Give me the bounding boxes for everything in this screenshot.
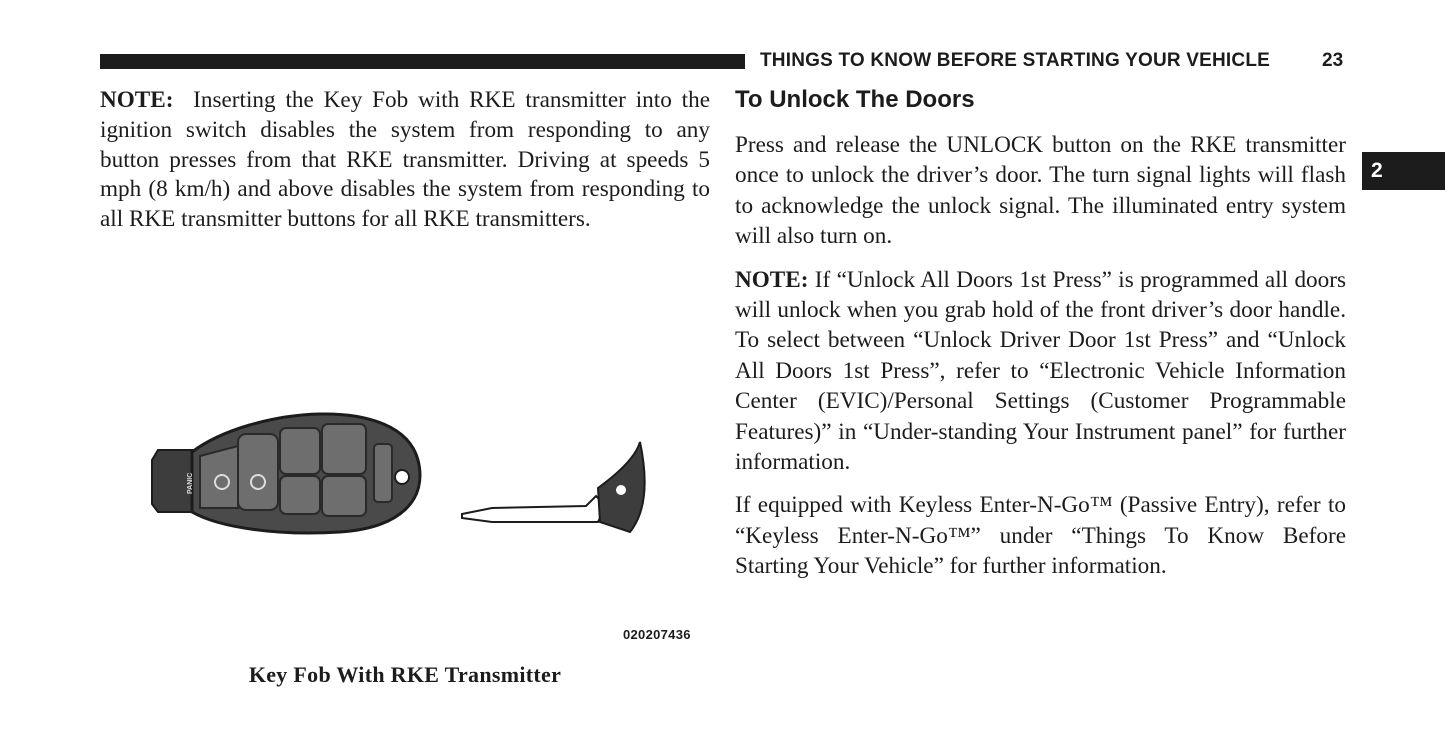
figure-caption: Key Fob With RKE Transmitter: [248, 662, 562, 687]
fob-button-top-1: [280, 428, 320, 474]
header-rule: [100, 54, 745, 69]
chapter-number: 2: [1371, 159, 1383, 182]
note-text: If “Unlock All Doors 1st Press” is programmed all doors will unlock when you grab hold of the front driver’s door handle. To select between “Unlock Driver Door 1st Press” and “Unlock All Doors 1st Press”, refer to “Electronic Vehicle Information Center (EVIC)/Personal Settings (Customer Programmable Features)” in “Under-standing Your Instrument panel” for further information.: [735, 266, 1346, 476]
figure-image-id: 020207436: [623, 627, 691, 642]
remote-start-button: [374, 444, 392, 502]
emergency-key-blade: [462, 496, 606, 522]
right-column: [735, 84, 1346, 595]
note-text: Inserting the Key Fob with RKE transmitter into the ignition switch disables the system from responding to any button presses from that RKE transmitter. Driving at speeds 5 mph (8 km/h) and above disables the system from responding to all RKE transmitter buttons for all RKE transmitters.: [100, 87, 710, 233]
chapter-tab: [1362, 152, 1445, 190]
running-header-title: THINGS TO KNOW BEFORE STARTING YOUR VEHICLE: [760, 50, 1271, 71]
unlock-note: [735, 265, 1346, 478]
panic-label: PANIC: [187, 472, 194, 494]
fob-button-top-2: [322, 424, 366, 474]
keyring-hole: [395, 470, 409, 484]
section-heading: To Unlock The Doors: [735, 86, 975, 113]
lock-button: [238, 434, 278, 510]
left-note: [100, 86, 710, 235]
keyless-paragraph: If equipped with Keyless Enter-N-Go™ (Passive Entry), refer to “Keyless Enter-N-Go™” under “Things To Know Before Starting Your Vehicle” for further information.: [735, 492, 1346, 580]
panic-button: [200, 446, 238, 508]
note-label: NOTE:: [100, 87, 174, 113]
fob-button-bottom-1: [280, 476, 320, 514]
emergency-key-hole: [616, 485, 626, 495]
key-fob-illustration: [100, 300, 720, 650]
unlock-paragraph: Press and release the UNLOCK button on the RKE transmitter once to unlock the driver’s door. The turn signal lights will flash to acknowledge the unlock signal. The illuminated entry system will also turn on.: [735, 132, 1346, 250]
key-fob-figure: [100, 300, 720, 650]
note-label: NOTE:: [735, 266, 809, 293]
fob-button-bottom-2: [322, 476, 366, 516]
page-number: 23: [1322, 50, 1344, 71]
